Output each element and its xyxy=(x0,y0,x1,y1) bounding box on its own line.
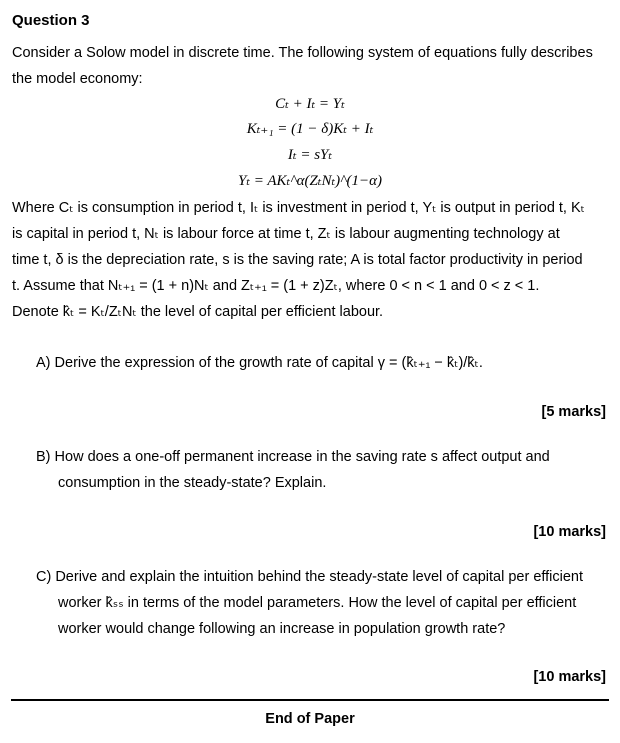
part-c-line-3: worker would change following an increase in population growth rate? xyxy=(58,621,506,637)
intro-text: Consider a Solow model in discrete time. The following system of equations fully describes the model economy: xyxy=(12,45,593,87)
definitions-line-4: t. Assume that Nₜ₊₁ = (1 + n)Nₜ and Zₜ₊₁ = (1 + z)Zₜ, where 0 < n < 1 and 0 < z < 1. xyxy=(12,278,540,294)
definitions-line-2: is capital in period t, Nₜ is labour force at time t, Zₜ is labour augmenting technology at xyxy=(12,226,560,242)
part-c-line-2: worker k̂ₛₛ in terms of the model parameters. How the level of capital per efficient xyxy=(58,595,577,611)
part-b-marks: [10 marks] xyxy=(533,524,606,540)
definitions-line-1: Where Cₜ is consumption in period t, Iₜ is investment in period t, Yₜ is output in period t, Kₜ xyxy=(12,200,585,216)
part-a-marks: [5 marks] xyxy=(541,404,606,420)
equation-goods-market: Cₜ + Iₜ = Yₜ xyxy=(275,96,345,112)
equation-production-function: Yₜ = AKₜ^α(ZₜNₜ)^(1−α) xyxy=(237,173,382,189)
part-a-text: A) Derive the expression of the growth rate of capital γ = (k̂ₜ₊₁ − k̂ₜ)/k̂ₜ. xyxy=(36,355,483,371)
part-c-marks: [10 marks] xyxy=(533,669,606,685)
equation-capital-accumulation: Kₜ₊₁ = (1 − δ)Kₜ + Iₜ xyxy=(246,121,374,137)
part-b-line-2: consumption in the steady-state? Explain. xyxy=(58,475,327,491)
definitions-line-3: time t, δ is the depreciation rate, s is the saving rate; A is total factor productivity in period xyxy=(12,252,583,268)
equation-investment: Iₜ = sYₜ xyxy=(287,147,333,163)
part-b-line-1: B) How does a one-off permanent increase in the saving rate s affect output and xyxy=(36,449,550,465)
definitions-line-5: Denote k̂ₜ = Kₜ/ZₜNₜ the level of capital per efficient labour. xyxy=(12,304,384,320)
end-of-paper: End of Paper xyxy=(265,711,355,727)
part-c-line-1: C) Derive and explain the intuition behind the steady-state level of capital per efficient xyxy=(36,569,584,585)
question-heading: Question 3 xyxy=(12,12,90,29)
footer-divider xyxy=(11,699,609,701)
